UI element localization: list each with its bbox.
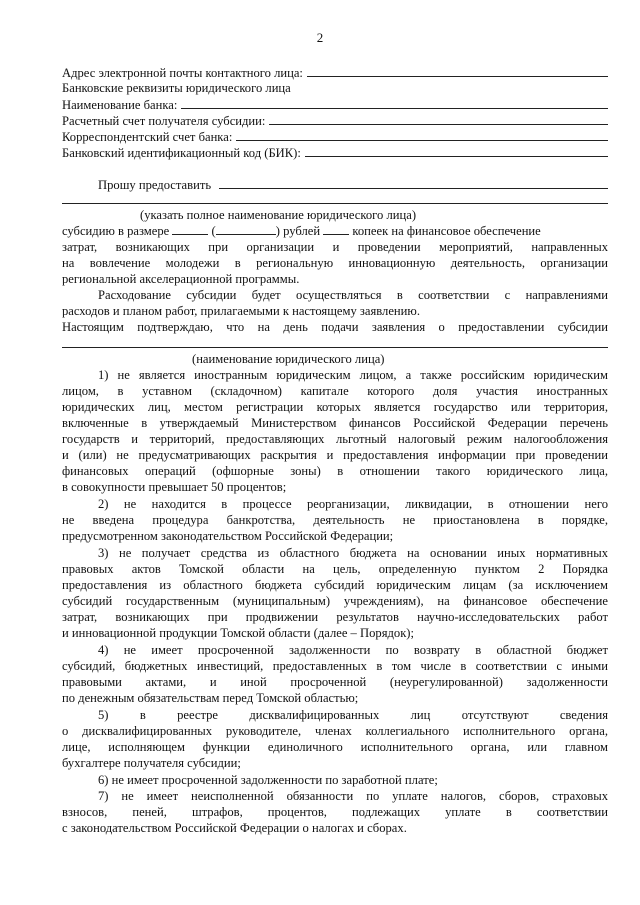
item-3-line: предоставления из областного бюджета субсидий юридическим лицам (за исключением xyxy=(62,578,608,592)
kopecks-input[interactable] xyxy=(323,223,349,235)
item-3-line: затрат, возникающих при продвижении результатов научно-исследовательских работ xyxy=(62,610,608,624)
request-text-line: региональной акселерационной программы. xyxy=(62,272,300,286)
bank-details-label: Банковские реквизиты юридического лица xyxy=(62,81,291,95)
legal-entity-name-hint: (наименование юридического лица) xyxy=(192,352,385,366)
subsidy-amount-line xyxy=(62,223,608,239)
rubles-input[interactable] xyxy=(172,223,208,235)
page-number: 2 xyxy=(316,30,324,45)
email-input-line[interactable] xyxy=(307,64,608,77)
item-7-line: взносов, пеней, штрафов, процентов, подлежащих уплате в соответствии xyxy=(62,805,608,819)
bank-name-label: Наименование банка: xyxy=(62,98,178,112)
item-5-line: лице, исполняющем функции единоличного исполнительного органа, или главном xyxy=(62,740,608,754)
item-1-line: 1) не является иностранным юридическим лицом, а также российским юридическим xyxy=(98,368,608,382)
kopecks-label: копеек на финансовое обеспечение xyxy=(352,224,541,238)
item-3-line: правовых актов Томской области на цель, определенную пунктом 2 Порядка xyxy=(62,562,608,576)
request-label: Прошу предоставить xyxy=(98,178,212,192)
request-line xyxy=(62,176,608,193)
applicant-name-input-line[interactable] xyxy=(219,176,608,189)
item-7-line: с законодательством Российской Федерации о налогах и сборах. xyxy=(62,821,407,835)
corr-account-label: Корреспондентский счет банка: xyxy=(62,130,233,144)
account-label: Расчетный счет получателя субсидии: xyxy=(62,114,266,128)
item-3-line: 3) не получает средства из областного бюджета на основании иных нормативных xyxy=(98,546,608,560)
item-1-line: и (или) не предусматривающих раскрытия и предоставления информации при проведении xyxy=(62,448,608,462)
email-field xyxy=(62,64,608,81)
bik-input-line[interactable] xyxy=(305,144,608,157)
bik-field xyxy=(62,144,608,161)
item-1-line: лицом, в уставном (складочном) капитале которого доля участия иностранных xyxy=(62,384,608,398)
account-field xyxy=(62,112,608,129)
request-text-line: на вовлечение молодежи в региональную инновационную деятельность, организации xyxy=(62,256,608,270)
email-label: Адрес электронной почты контактного лица: xyxy=(62,66,303,80)
item-4-line: 4) не имеет просроченной задолженности по возврату в областной бюджет xyxy=(98,643,608,657)
item-1-line: в совокупности превышает 50 процентов; xyxy=(62,480,287,494)
item-6-line: 6) не имеет просроченной задолженности по заработной плате; xyxy=(98,773,438,787)
spending-text-line: расходов и планом работ, прилагаемыми к настоящему заявлению. xyxy=(62,304,420,318)
corr-account-input-line[interactable] xyxy=(236,128,608,141)
item-2-line: предусмотренном законодательством Российской Федерации; xyxy=(62,529,394,543)
spending-text-line: Расходование субсидии будет осуществляться в соответствии с направлениями xyxy=(98,288,608,302)
item-2-line: не введена процедура банкротства, деятельность не приостановлена в порядке, xyxy=(62,513,608,527)
bik-label: Банковский идентификационный код (БИК): xyxy=(62,146,301,160)
bank-name-input-line[interactable] xyxy=(181,96,608,109)
subsidy-amount-label: субсидию в размере xyxy=(62,224,170,238)
item-2-line: 2) не находится в процессе реорганизации, ликвидации, в отношении него xyxy=(98,497,608,511)
item-1-line: юридических лиц, местом регистрации которых является государство или территория, xyxy=(62,400,608,414)
item-5-line: бухгалтере получателя субсидии; xyxy=(62,756,241,770)
item-1-line: финансовых операций (офшорные зоны) в отношении такого юридического лица, xyxy=(62,464,608,478)
legal-entity-name-input-line[interactable] xyxy=(62,347,608,348)
item-4-line: по денежным обязательствам перед Томской областью; xyxy=(62,691,359,705)
item-1-line: включенные в утверждаемый Министерством финансов Российской Федерации перечень xyxy=(62,416,608,430)
corr-account-field xyxy=(62,128,608,145)
confirm-text-line: Настоящим подтверждаю, что на день подачи заявления о предоставлении субсидии xyxy=(62,320,608,334)
item-3-line: субсидий государственным (муниципальным) учреждениям), на финансовое обеспечение xyxy=(62,594,608,608)
bank-name-field xyxy=(62,96,608,113)
rubles-words-input[interactable] xyxy=(216,223,276,235)
request-text-line: затрат, возникающих при организации и проведении мероприятий, направленных xyxy=(62,240,608,254)
applicant-name-input-line-2[interactable] xyxy=(62,203,608,204)
applicant-name-hint: (указать полное наименование юридического лица) xyxy=(140,208,417,222)
item-4-line: субсидий, бюджетных инвестиций, предоставленных в том числе в соответствии с иными xyxy=(62,659,608,673)
rubles-label: ) рублей xyxy=(275,224,321,238)
paren-open: ( xyxy=(211,224,216,238)
item-3-line: и инновационной продукции Томской области (далее – Порядок); xyxy=(62,626,415,640)
item-4-line: правовыми актами, и иной просроченной (неурегулированной) задолженности xyxy=(62,675,608,689)
item-5-line: 5) в реестре дисквалифицированных лиц отсутствуют сведения xyxy=(98,708,608,722)
account-input-line[interactable] xyxy=(269,112,608,125)
item-7-line: 7) не имеет неисполненной обязанности по уплате налогов, сборов, страховых xyxy=(98,789,608,803)
item-5-line: о дисквалифицированных руководителе, членах коллегиального исполнительного органа, xyxy=(62,724,608,738)
item-1-line: государств и территорий, предоставляющих льготный налоговый режим налогообложения xyxy=(62,432,608,446)
